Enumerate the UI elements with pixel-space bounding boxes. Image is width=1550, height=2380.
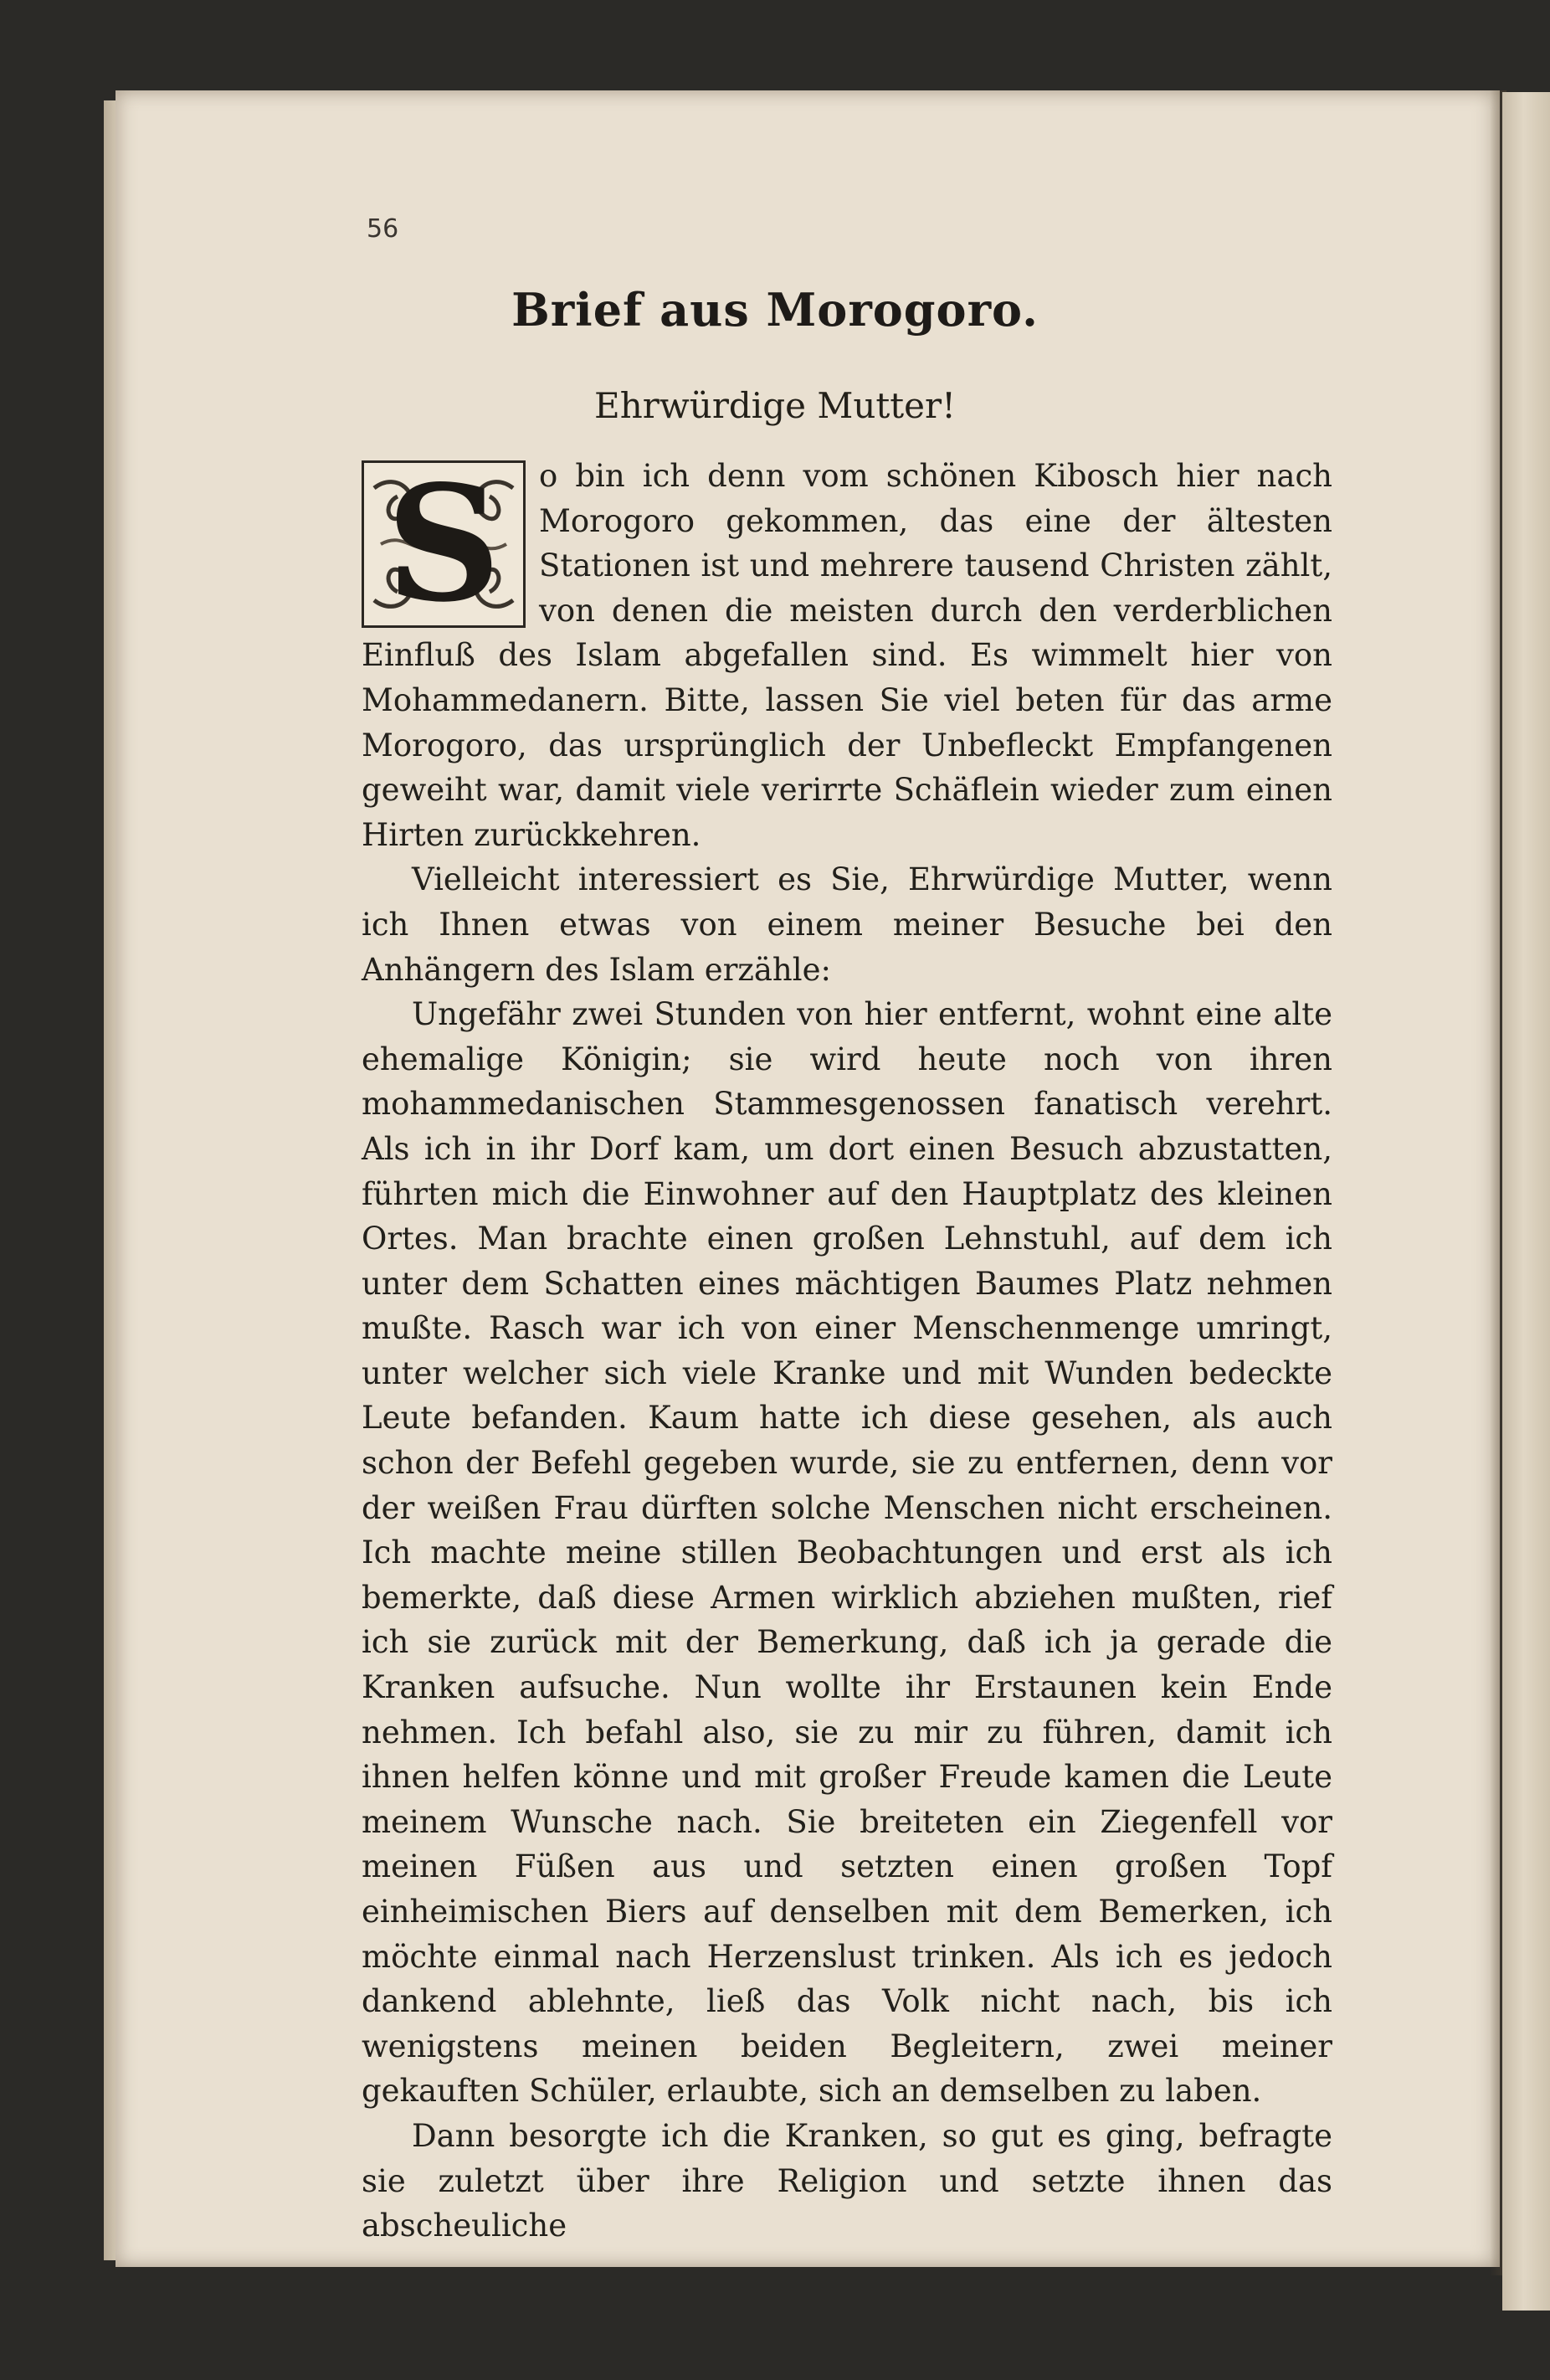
ornamental-initial <box>362 450 526 637</box>
letter-body <box>362 450 1332 2249</box>
paragraph: Dann besorgte ich die Kranken, so gut es ging, befragte sie zuletzt über ihre Religion und setzte ihnen das abscheuliche <box>362 2117 1332 2244</box>
letter-salutation: Ehrwürdige Mutter! <box>594 385 956 426</box>
page-title: Brief aus Morogoro. <box>511 283 1039 337</box>
paragraph <box>362 450 1332 857</box>
paragraph-text: o bin ich denn vom schönen Kibosch hier nach Morogoro gekommen, das eine der ältesten Stationen ist und mehrere tausend Christen zählt, von denen die meisten durch den verderblichen Einfluß des Islam abgefallen sind. Es wimmelt hier von Mohammedanern. Bitte, lassen Sie viel beten für das arme Morogoro, das ursprünglich der Unbefleckt Empfangenen geweiht war, damit viele verirrte Schäflein wieder zum einen Hirten zurückkehren. <box>362 458 1332 853</box>
initial-letter: S <box>386 450 501 637</box>
paragraph: Ungefähr zwei Stunden von hier entfernt, wohnt eine alte ehemalige Königin; sie wird heute noch von ihren mohammedanischen Stammesgenossen fanatisch verehrt. Als ich in ihr Dorf kam, um dort einen Besuch abzustatten, führten mich die Einwohner auf den Hauptplatz des kleinen Ortes. Man brachte einen großen Lehnstuhl, auf dem ich unter dem Schatten eines mächtigen Baumes Platz nehmen mußte. Rasch war ich von einer Menschenmenge umringt, unter welcher sich viele Kranke und mit Wunden bedeckte Leute befanden. Kaum hatte ich diese gesehen, als auch schon der Befehl gegeben wurde, sie zu entfernen, denn vor der weißen Frau dürften solche Menschen nicht erscheinen. Ich machte meine stillen Beobachtungen und erst als ich bemerkte, daß diese Armen wirklich abziehen mußten, rief ich sie zurück mit der Bemerkung, daß ich ja gerade die Kranken aufsuche. Nun wollte ihr Erstaunen kein Ende nehmen. Ich befahl also, sie zu mir zu führen, damit ich ihnen helfen könne und mit großer Freude kamen die Leute meinem Wunsche nach. Sie breiteten ein Ziegenfell vor meinen Füßen aus und setzten einen großen Topf einheimischen Biers auf denselben mit dem Bemerken, ich möchte einmal nach Herzenslust trinken. Als ich es jedoch dankend ablehnte, ließ das Volk nicht nach, bis ich wenigstens meinen beiden Begleitern, zwei meiner gekauften Schüler, erlaubte, sich an demselben zu laben. <box>362 996 1332 2110</box>
page-number: 56 <box>367 214 399 244</box>
paragraph: Vielleicht interessiert es Sie, Ehrwürdige Mutter, wenn ich Ihnen etwas von einem meiner Besuche bei den Anhängern des Islam erzähle: <box>362 861 1332 988</box>
